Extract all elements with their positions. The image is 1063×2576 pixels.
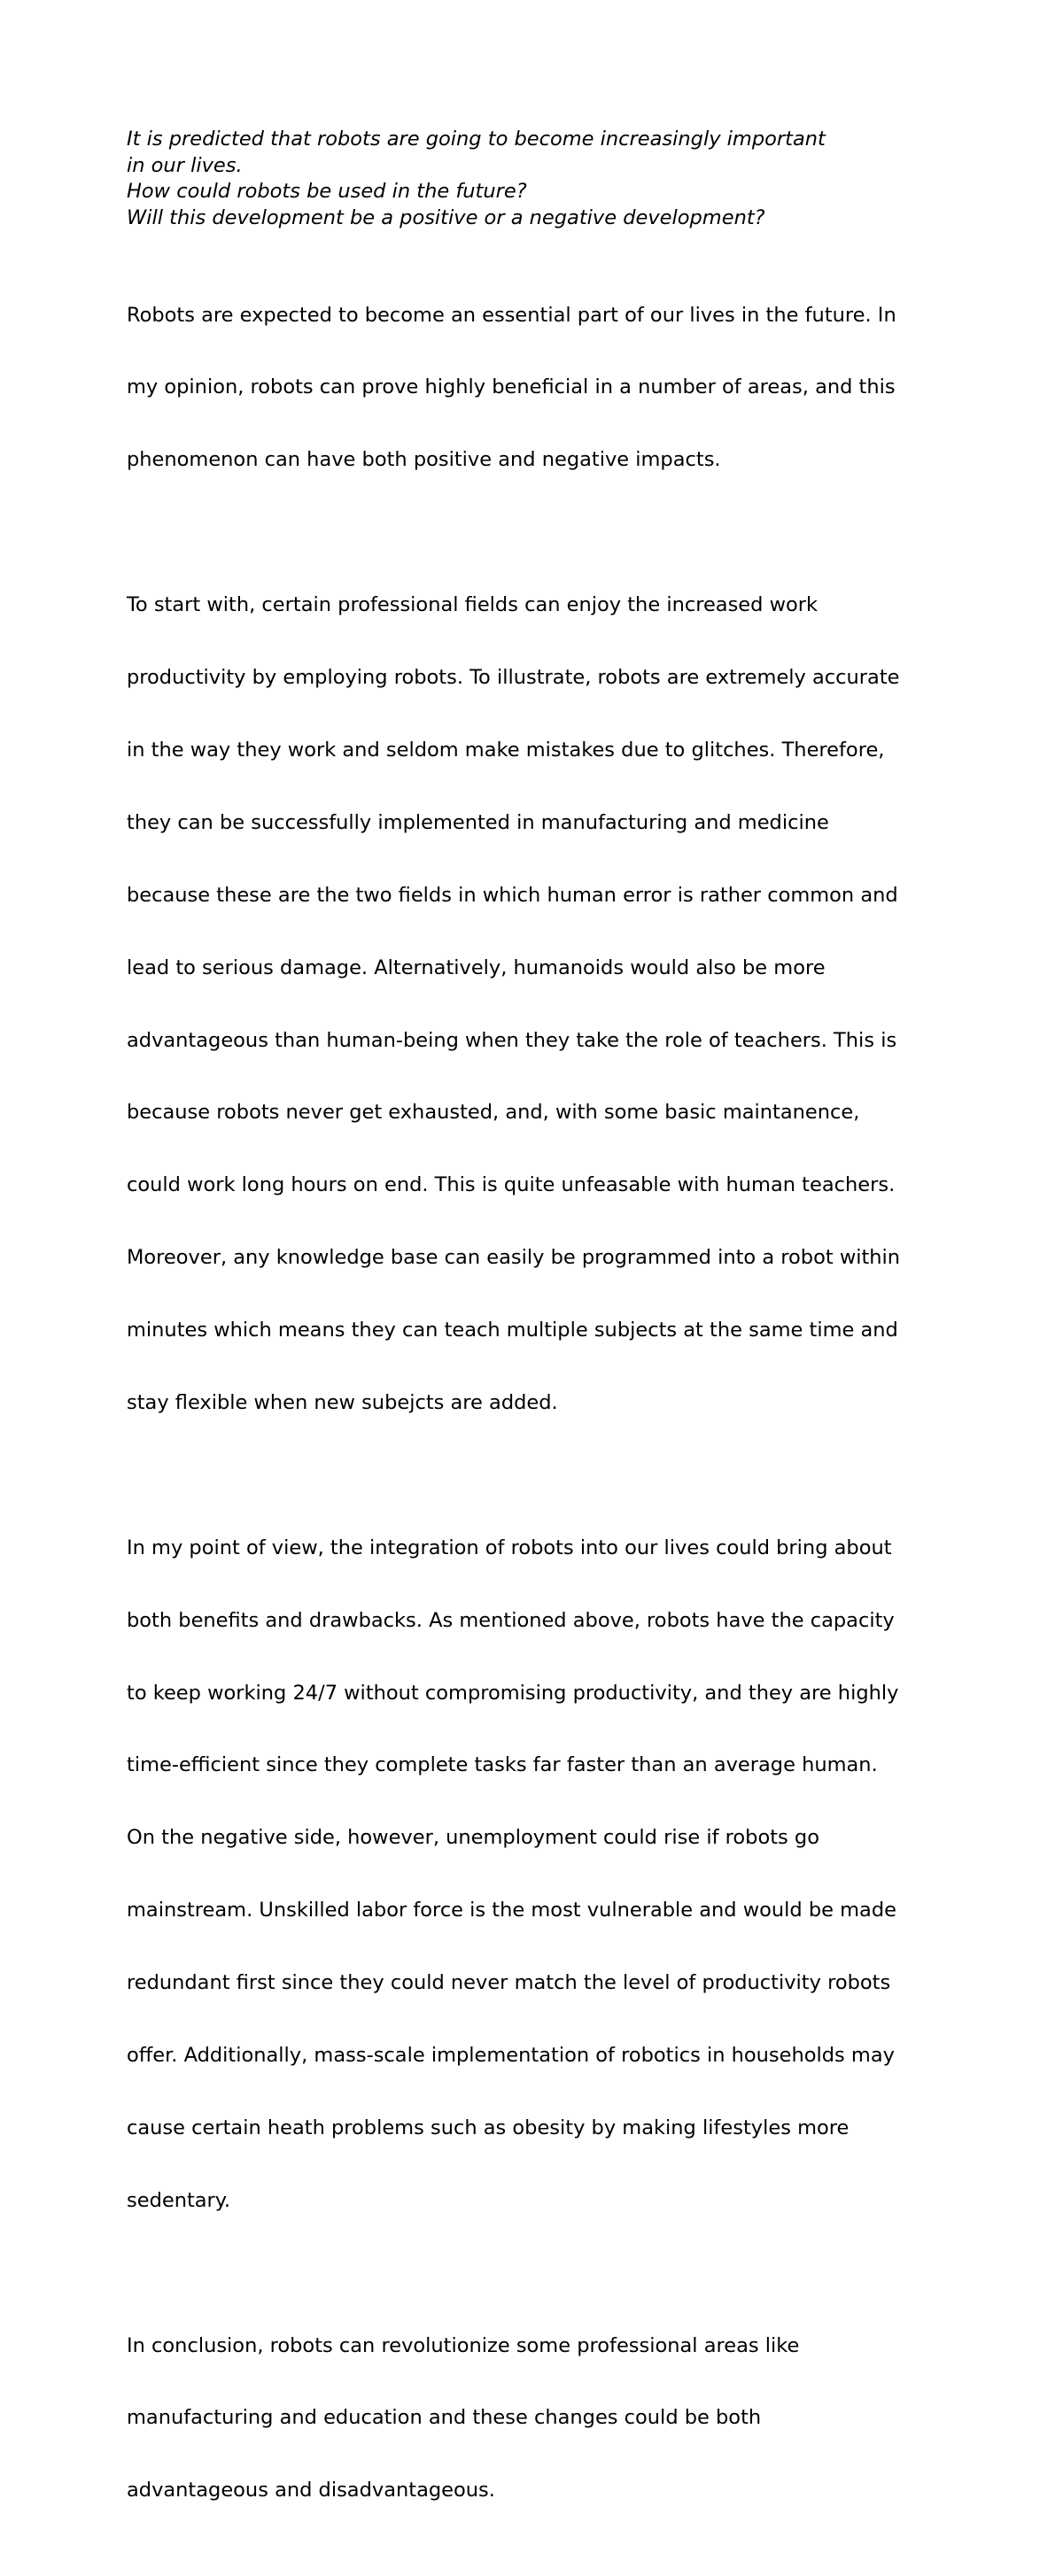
prompt-line: How could robots be used in the future? bbox=[127, 180, 527, 203]
prompt-line: in our lives. bbox=[127, 153, 243, 177]
text-line: they can be successfully implemented in manufacturing and medicine bbox=[127, 810, 829, 834]
text-line: in the way they work and seldom make mistakes due to glitches. Therefore, bbox=[127, 738, 885, 762]
text-line: To start with, certain professional fields can enjoy the increased work bbox=[127, 593, 819, 617]
text-line: advantageous and disadvantageous. bbox=[127, 2479, 495, 2503]
text-line: stay flexible when new subejcts are added. bbox=[127, 1390, 558, 1414]
essay-paragraph-uses bbox=[127, 545, 950, 1464]
text-line: advantageous than human-being when they take the role of teachers. This is bbox=[127, 1028, 897, 1052]
text-line: cause certain heath problems such as obesity by making lifestyles more bbox=[127, 2116, 850, 2139]
prompt-line: Will this development be a positive or a negative development? bbox=[127, 205, 765, 229]
prompt-line: It is predicted that robots are going to become increasingly important bbox=[127, 128, 826, 151]
essay-paragraph-introduction bbox=[127, 255, 950, 521]
text-line: offer. Additionally, mass-scale implementation of robotics in households may bbox=[127, 2043, 895, 2067]
document-page bbox=[127, 127, 950, 2576]
text-line: time-efficient since they complete tasks far faster than an average human. bbox=[127, 1753, 878, 1777]
text-line: lead to serious damage. Alternatively, humanoids would also be more bbox=[127, 955, 826, 979]
essay-paragraph-evaluation bbox=[127, 1488, 950, 2262]
text-line: both benefits and drawbacks. As mentioned above, robots have the capacity bbox=[127, 1608, 895, 1632]
text-line: manufacturing and education and these changes could be both bbox=[127, 2406, 762, 2430]
text-line: could work long hours on end. This is quite unfeasable with human teachers. bbox=[127, 1173, 896, 1197]
text-line: minutes which means they can teach multiple subjects at the same time and bbox=[127, 1319, 898, 1342]
text-line: phenomenon can have both positive and negative impacts. bbox=[127, 448, 721, 472]
text-line: productivity by employing robots. To illustrate, robots are extremely accurate bbox=[127, 666, 900, 690]
text-line: redundant first since they could never match the level of productivity robots bbox=[127, 1971, 891, 1995]
text-line: mainstream. Unskilled labor force is the most vulnerable and would be made bbox=[127, 1899, 896, 1922]
text-line: to keep working 24/7 without compromising productivity, and they are highly bbox=[127, 1681, 899, 1705]
text-line: On the negative side, however, unemployment could rise if robots go bbox=[127, 1826, 819, 1850]
text-line: because these are the two fields in which human error is rather common and bbox=[127, 883, 898, 907]
essay-paragraph-conclusion bbox=[127, 2286, 950, 2551]
text-line: my opinion, robots can prove highly beneficial in a number of areas, and this bbox=[127, 375, 896, 399]
text-line: Robots are expected to become an essential part of our lives in the future. In bbox=[127, 303, 896, 327]
text-line: Moreover, any knowledge base can easily be programmed into a robot within bbox=[127, 1246, 901, 1270]
essay-prompt bbox=[127, 127, 950, 231]
text-line: In conclusion, robots can revolutionize some professional areas like bbox=[127, 2333, 800, 2357]
text-line: sedentary. bbox=[127, 2188, 231, 2212]
text-line: In my point of view, the integration of robots into our lives could bring about bbox=[127, 1536, 892, 1559]
text-line: because robots never get exhausted, and, with some basic maintanence, bbox=[127, 1101, 860, 1125]
